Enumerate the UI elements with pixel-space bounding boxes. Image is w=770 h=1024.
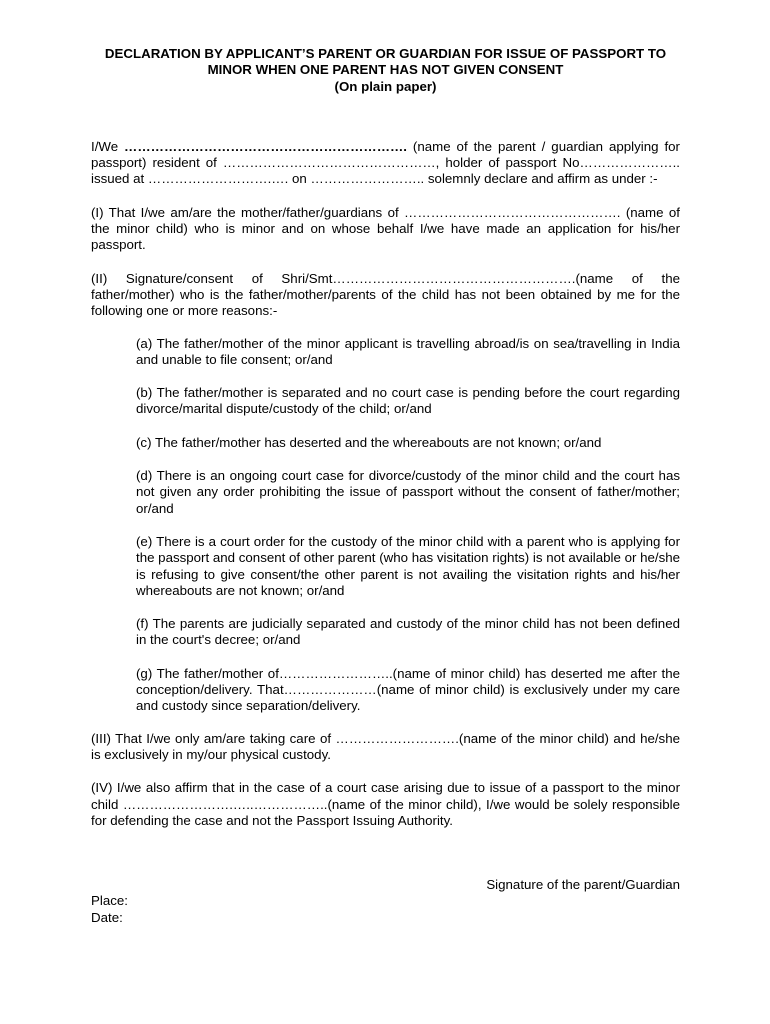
parent-name-blank: ………………………………………………………. [124, 138, 407, 154]
title-line-1: DECLARATION BY APPLICANT’S PARENT OR GUARDIAN FOR ISSUE OF PASSPORT TO [104, 46, 667, 61]
title-line-2: MINOR WHEN ONE PARENT HAS NOT GIVEN CONSENT [207, 62, 564, 78]
clause-ii: (II) Signature/consent of Shri/Smt……………………………………………….(name of the father/mother) who is the father/mother/parents of the child has not been obtained by me for the following one or more reasons:- [91, 270, 680, 319]
document-title [91, 46, 680, 95]
place-date-block [91, 893, 680, 926]
reasons-list [136, 336, 680, 715]
reason-e: (e) There is a court order for the custody of the minor child with a parent who is applying for the passport and consent of other parent (who has visitation rights) is not available or he/she is refusing to give consent/the other parent is not availing the visitation rights and his/her whereabouts are not known; or/and [136, 533, 681, 598]
place-label: Place: [91, 893, 128, 909]
intro-rest: (name of the parent / guardian applying for passport) resident of …………………………………………, holder of passport No………………….. issued at ……………………….…. on …………………….. solemnly declare and affirm as under :- [91, 138, 680, 187]
reason-b: (b) The father/mother is separated and no court case is pending before the court regarding divorce/marital dispute/custody of the child; or/and [136, 385, 680, 417]
signature-label: Signature of the parent/Guardian [486, 877, 680, 893]
reason-g: (g) The father/mother of……………………..(name of minor child) has deserted me after the conception/delivery. That…………………(name of minor child) is exclusively under my care and custody since separation/delivery. [136, 665, 680, 714]
clause-iv: (IV) I/we also affirm that in the case of a court case arising due to issue of a passport to the minor child …………………….…..……………..(name of the minor child), I/we would be solely responsible for defending the case and not the Passport Issuing Authority. [91, 780, 680, 828]
intro-lead: I/We [91, 138, 125, 154]
intro-paragraph [91, 139, 680, 188]
title-subtitle: (On plain paper) [334, 78, 437, 94]
reason-d: (d) There is an ongoing court case for divorce/custody of the minor child and the court has not given any order prohibiting the issue of passport without the consent of father/mother; or/and [136, 468, 680, 516]
reason-a: (a) The father/mother of the minor applicant is travelling abroad/is on sea/travelling in India and unable to file consent; or/and [136, 335, 680, 367]
clause-i: (I) That I/we am/are the mother/father/guardians of …………………………………………. (name of the minor child) who is minor and on whose behalf I/we have made an application for his/her passport. [91, 204, 680, 253]
clause-iii: (III) That I/we only am/are taking care of ……………………….(name of the minor child) and he/she is exclusively in my/our physical custody. [91, 730, 680, 762]
date-label: Date: [91, 909, 123, 925]
reason-f: (f) The parents are judicially separated and custody of the minor child has not been defined in the court's decree; or/and [136, 616, 680, 648]
reason-c: (c) The father/mother has deserted and the whereabouts are not known; or/and [136, 434, 602, 450]
